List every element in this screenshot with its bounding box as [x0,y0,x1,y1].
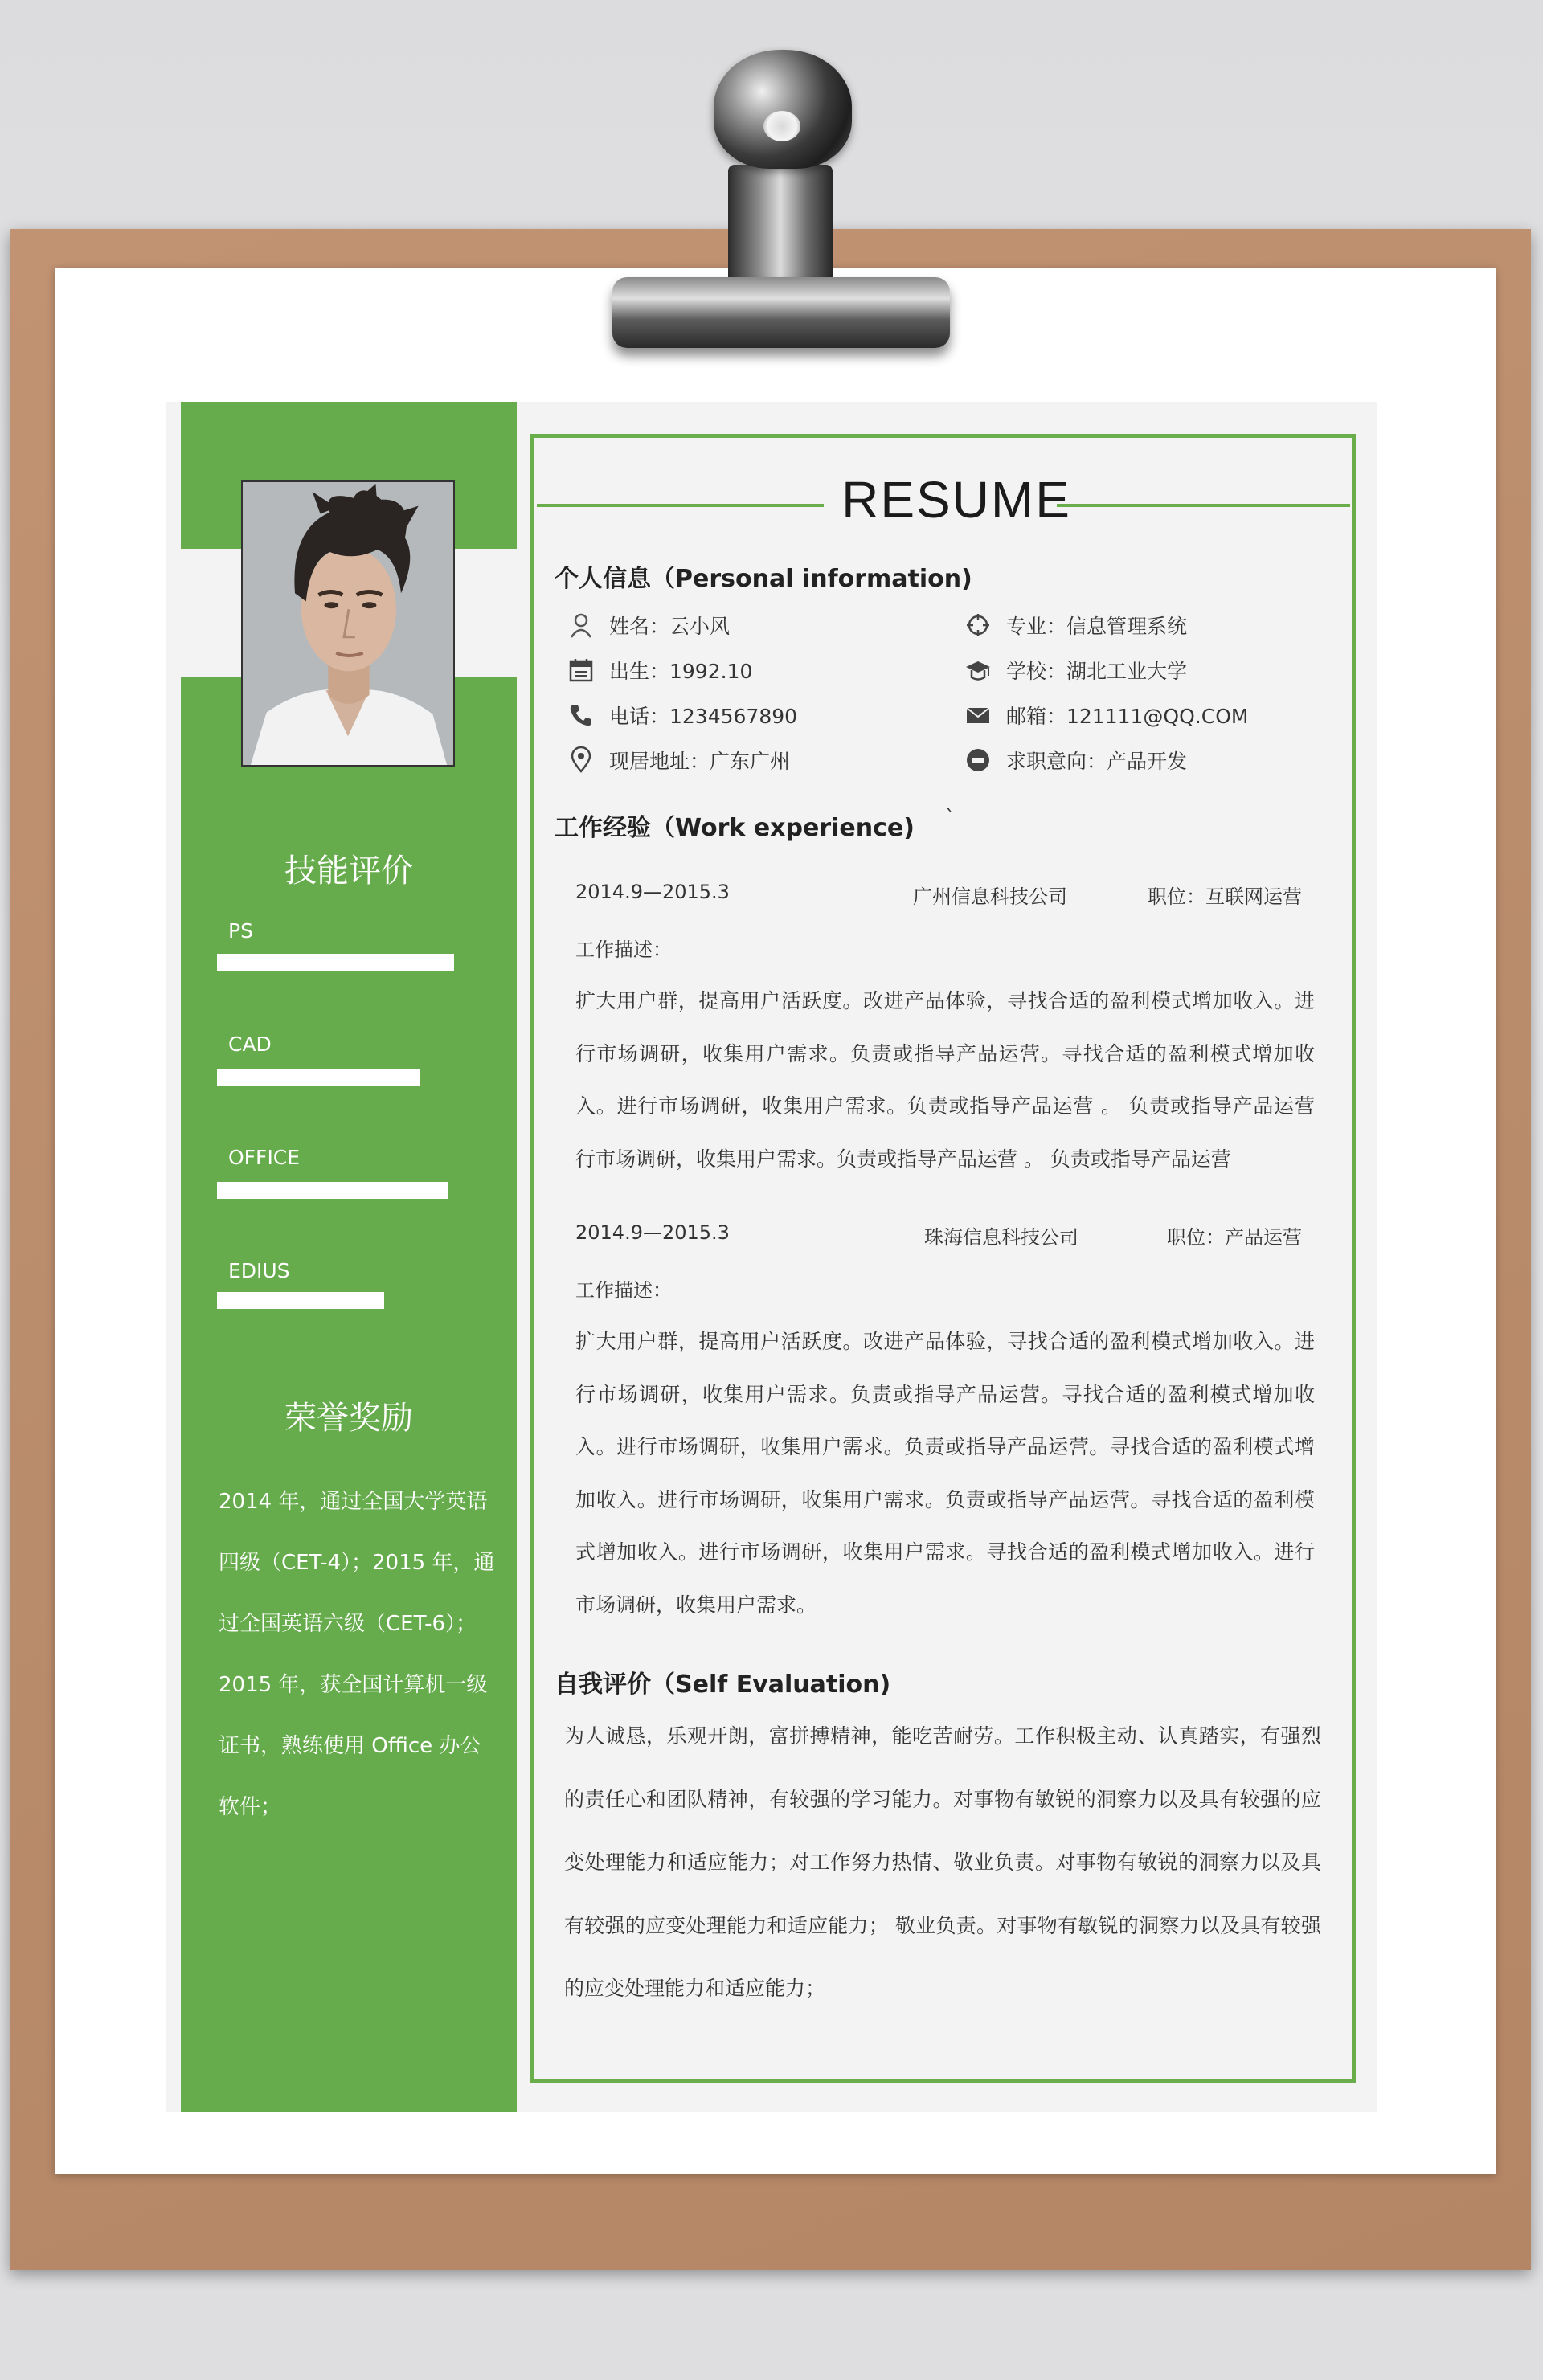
info-intention [964,746,1187,775]
self-eval-text: 为人诚恳，乐观开朗，富拼搏精神，能吃苦耐劳。工作积极主动、认真踏实，有强烈的责任心和团队精神，有较强的学习能力。对事物有敏锐的洞察力以及具有较强的应变处理能力和适应能力；对工作努力热情、敬业负责。对事物有敏锐的洞察力以及具有较强的应变处理能力和适应能力； 敬业负责。对事物有敏锐的洞察力以及具有较强的应变处理能力和适应能力； [564,1724,1321,2000]
job1-company: 广州信息科技公司 [913,885,1067,908]
honors-text: 2014 年，通过全国大学英语四级（CET-4）；2015 年，通过全国英语六级（CET-6）；2015 年，获全国计算机一级证书，熟练使用 Office 办公软件； [219,1490,495,1819]
skill-bar-ps [217,954,454,971]
personal-info-heading: 个人信息（Personal information) [555,565,972,593]
info-birth-text: 出生：1992.10 [609,660,753,683]
calendar-icon [567,656,595,684]
job2-position: 职位：产品运营 [1167,1226,1302,1249]
info-school-text: 学校：湖北工业大学 [1006,660,1188,683]
self-eval-heading: 自我评价（Self Evaluation) [555,1670,891,1699]
honors-heading: 荣誉奖励 [284,1400,413,1437]
info-school [964,656,1187,685]
skill-label-cad: CAD [228,1033,272,1056]
clip-base [612,277,950,348]
job2-desc-label: 工作描述： [575,1279,672,1302]
mail-icon [964,701,992,729]
info-address [567,746,790,775]
job2-company: 珠海信息科技公司 [924,1226,1078,1249]
job1-description: 扩大用户群，提高用户活跃度。改进产品体验，寻找合适的盈利模式增加收入。进行市场调研，收集用户需求。负责或指导产品运营。寻找合适的盈利模式增加收入。进行市场调研，收集用户需求。负责或指导产品运营 。 负责或指导产品运营 行市场调研，收集用户需求。负责或指导产品运营 。 负责或指导产品运营 [575,989,1315,1171]
skill-bar-edius [217,1292,384,1309]
title-rule-right [1057,504,1350,507]
location-pin-icon [567,746,595,774]
phone-icon [567,701,595,729]
job2-description: 扩大用户群，提高用户活跃度。改进产品体验，寻找合适的盈利模式增加收入。进行市场调研，收集用户需求。负责或指导产品运营。寻找合适的盈利模式增加收入。进行市场调研，收集用户需求。负责或指导产品运营。寻找合适的盈利模式增加收入。进行市场调研，收集用户需求。负责或指导产品运营。寻找合适的盈利模式增加收入。进行市场调研，收集用户需求。寻找合适的盈利模式增加收入。进行市场调研，收集用户需求。 [575,1330,1315,1617]
info-phone [567,701,797,730]
job-intention-icon [964,746,992,774]
resume-title: RESUME [841,471,1071,529]
crosshair-icon [964,611,992,639]
info-major [964,611,1187,640]
graduation-cap-icon [964,656,992,684]
clip-head [714,50,852,169]
skill-label-edius: EDIUS [228,1259,290,1282]
skill-label-office: OFFICE [228,1146,301,1169]
work-heading: 工作经验（Work experience) [555,814,915,842]
info-birth [567,656,752,685]
job1-desc-label: 工作描述： [575,939,672,961]
info-intention-text: 求职意向：产品开发 [1006,750,1188,773]
user-icon [567,611,595,639]
clip-stem [728,165,833,285]
stray-mark: ` [945,806,955,828]
skill-bar-office [217,1182,448,1199]
job2-period: 2014.9—2015.3 [575,1221,730,1244]
title-rule-left [537,504,824,507]
job1-position: 职位：互联网运营 [1148,885,1302,908]
skills-heading: 技能评价 [284,853,413,889]
info-email-text: 邮箱：121111@QQ.COM [1006,705,1249,728]
info-phone-text: 电话：1234567890 [609,705,798,728]
info-name [567,611,730,640]
profile-photo [241,480,455,767]
job1-period: 2014.9—2015.3 [575,881,730,903]
skill-bar-cad [217,1069,420,1086]
info-email [964,701,1248,730]
info-major-text: 专业：信息管理系统 [1006,615,1188,638]
info-name-text: 姓名：云小风 [609,615,731,638]
clip-hole [763,111,800,141]
info-address-text: 现居地址：广东广州 [609,750,791,773]
skill-label-ps: PS [228,919,253,943]
